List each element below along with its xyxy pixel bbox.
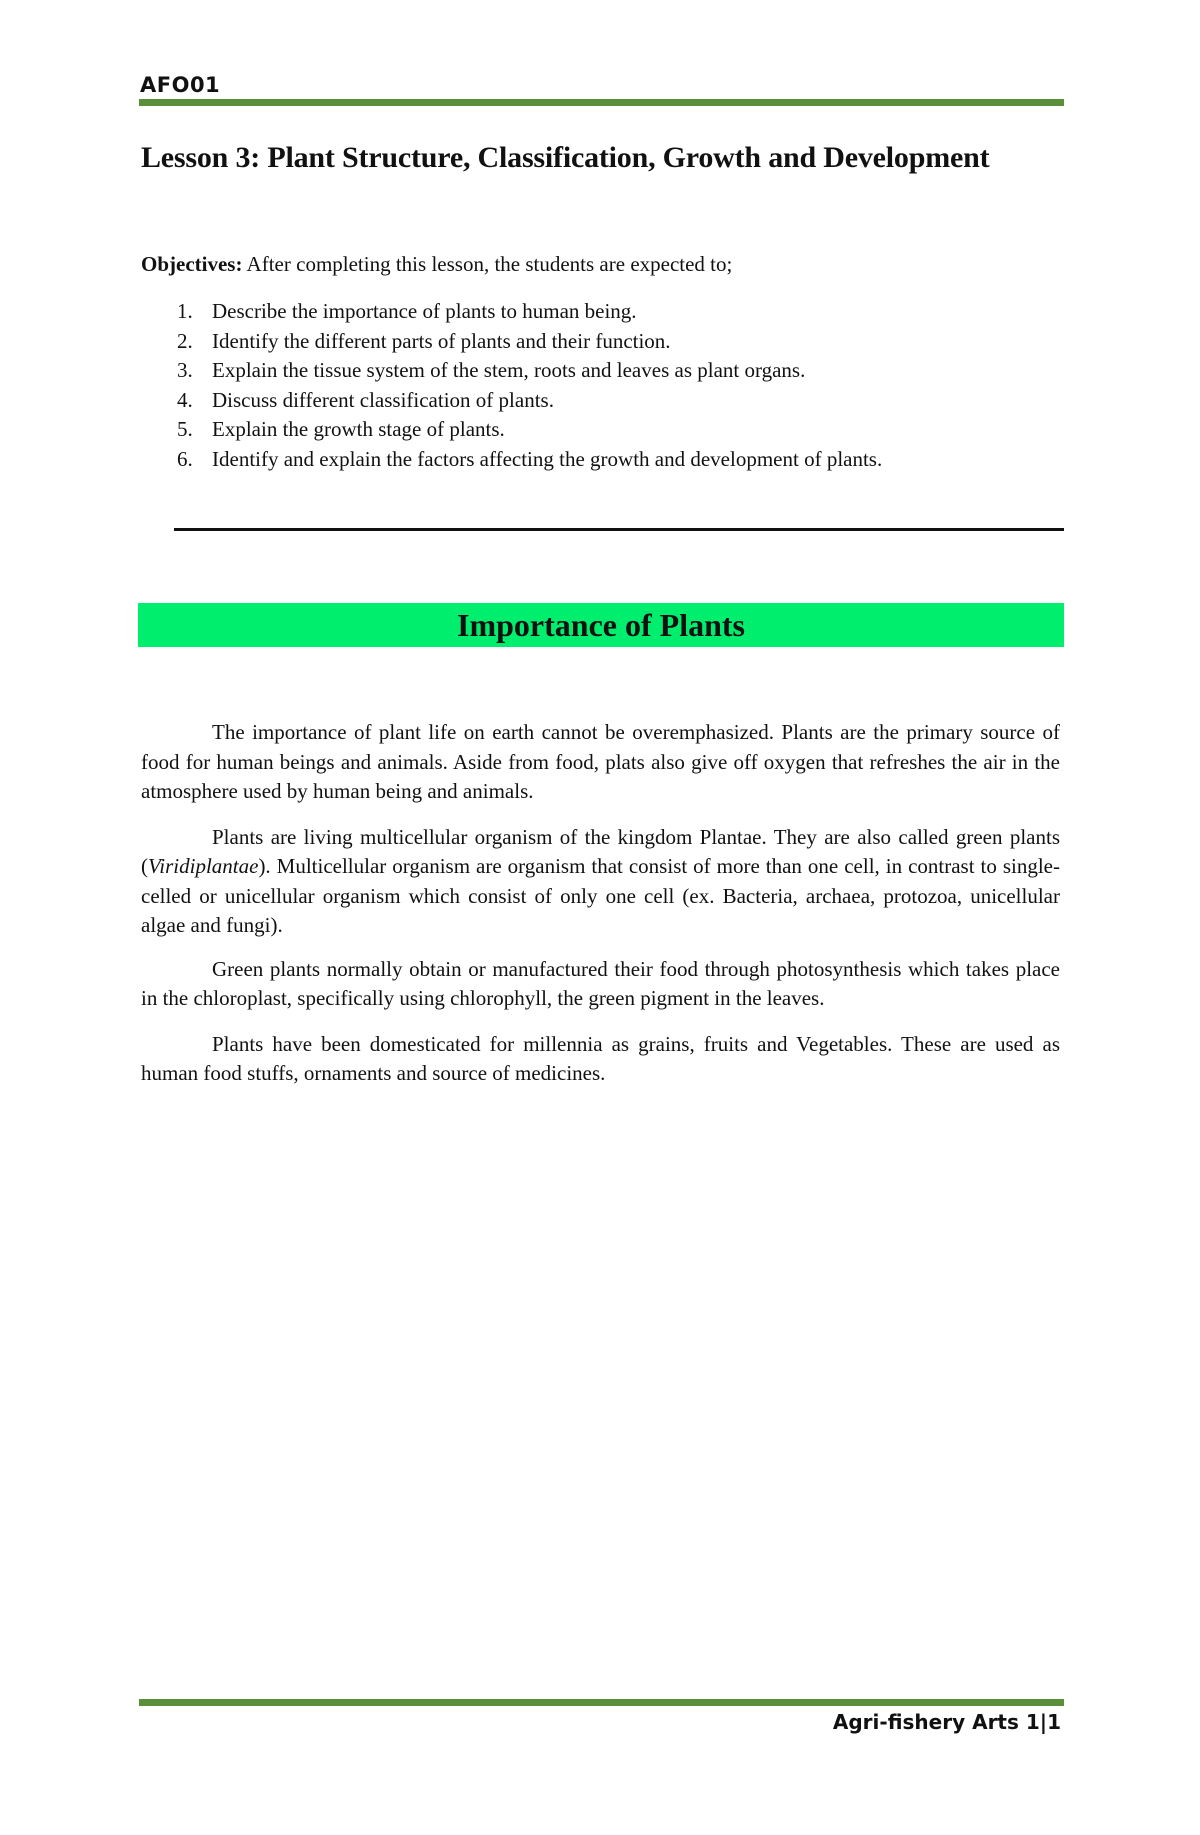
objective-item <box>141 445 882 475</box>
paragraph-4: Plants have been domesticated for millennia as grains, fruits and Vegetables. These are used as human food stuffs, ornaments and source of medicines. <box>141 1031 1060 1085</box>
objective-text: Discuss different classification of plants. <box>212 387 554 412</box>
objective-item <box>141 297 882 327</box>
paragraph-3: Green plants normally obtain or manufactured their food through photosynthesis which takes place in the chloroplast, specifically using chlorophyll, the green pigment in the leaves. <box>141 956 1060 1010</box>
objectives-list <box>141 297 882 474</box>
objective-number: 3. <box>177 358 193 382</box>
objective-number: 1. <box>177 299 193 323</box>
section-body <box>141 718 1060 1105</box>
objective-text: Explain the tissue system of the stem, roots and leaves as plant organs. <box>212 358 806 382</box>
objectives-intro-text: After completing this lesson, the students are expected to; <box>242 252 733 276</box>
footer-page-label: Agri-fishery Arts 1|1 <box>832 1710 1061 1734</box>
header-rule <box>139 99 1064 106</box>
objective-item <box>141 327 882 357</box>
objective-item <box>141 356 882 386</box>
objectives-label: Objectives: <box>141 252 243 276</box>
objective-number: 4. <box>177 387 193 412</box>
objective-number: 6. <box>177 446 193 471</box>
paragraph-2-part-1: Plants are living multicellular organism of the kingdom Plantae. They are also called green plants ( <box>141 824 1060 878</box>
objective-number: 5. <box>177 417 193 441</box>
scientific-name: Viridiplantae <box>148 854 259 878</box>
paragraph-2-part-2: ). Multicellular organism are organism that consist of more than one cell, in contrast to single-celled or unicellular organism which consist of only one cell (ex. Bacteria, archaea, protozoa, unicellular algae and fungi). <box>141 854 1060 937</box>
section-divider <box>174 528 1064 531</box>
paragraph-1: The importance of plant life on earth cannot be overemphasized. Plants are the primary source of food for human beings and animals. Aside from food, plats also give off oxygen that refreshes the air in the atmosphere used by human being and animals. <box>141 720 1060 803</box>
paragraph-2 <box>141 823 1060 941</box>
objective-item <box>141 415 882 445</box>
objective-number: 2. <box>177 328 193 353</box>
objective-text: Describe the importance of plants to human being. <box>212 299 637 323</box>
course-code: AFO01 <box>140 73 221 97</box>
objective-text: Explain the growth stage of plants. <box>212 417 505 441</box>
objective-text: Identify and explain the factors affecting the growth and development of plants. <box>212 446 883 471</box>
footer-rule <box>139 1699 1064 1706</box>
objectives-intro <box>141 252 732 277</box>
objective-item <box>141 386 882 416</box>
objective-text: Identify the different parts of plants and their function. <box>212 328 671 353</box>
section-title-banner: Importance of Plants <box>138 603 1064 647</box>
lesson-title: Lesson 3: Plant Structure, Classification, Growth and Development <box>141 141 990 174</box>
